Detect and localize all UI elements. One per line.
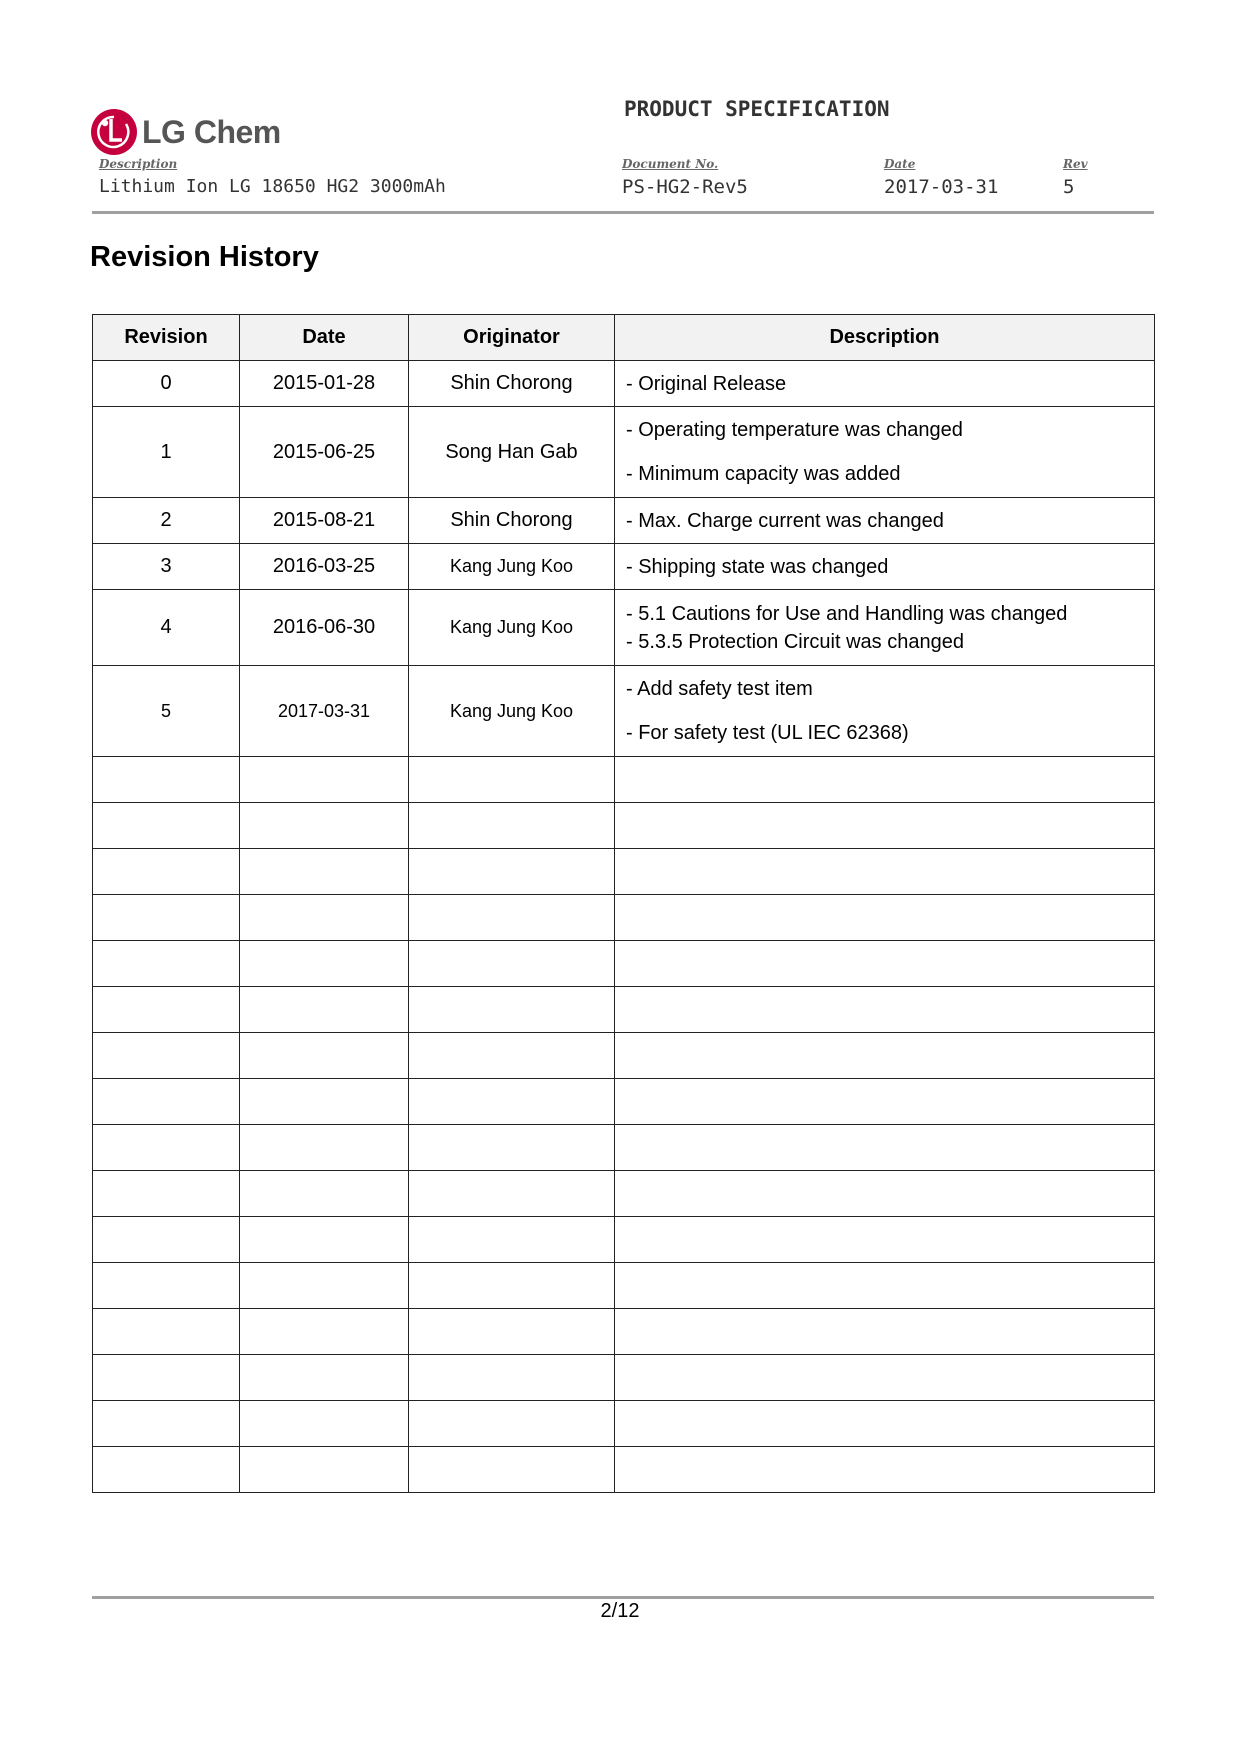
empty-table-row	[93, 1309, 1155, 1355]
originator-cell: Kang Jung Koo	[409, 590, 615, 666]
description-line: - Max. Charge current was changed	[626, 509, 944, 532]
lg-chem-logo	[90, 108, 281, 156]
document-type: PRODUCT SPECIFICATION	[624, 97, 890, 121]
empty-table-row	[93, 1079, 1155, 1125]
date-cell: 2015-08-21	[240, 498, 409, 544]
description-cell	[615, 544, 1155, 590]
table-row	[93, 544, 1155, 590]
date-label: Date	[884, 157, 916, 171]
description-line: - For safety test (UL IEC 62368)	[626, 722, 909, 744]
page-number: 2/12	[600, 1600, 640, 1622]
empty-table-row	[93, 941, 1155, 987]
originator-cell: Shin Chorong	[409, 498, 615, 544]
empty-table-row	[93, 757, 1155, 803]
empty-table-row	[93, 1217, 1155, 1263]
description-line: - Shipping state was changed	[626, 555, 889, 578]
column-header-description: Description	[615, 315, 1155, 361]
originator-cell: Kang Jung Koo	[409, 666, 615, 757]
description-line: - Original Release	[626, 372, 787, 395]
empty-table-row	[93, 1033, 1155, 1079]
empty-table-row	[93, 1447, 1155, 1493]
column-header-date: Date	[240, 315, 409, 361]
lg-face-icon	[90, 108, 138, 156]
table-header-row	[93, 315, 1155, 361]
document-no-label: Document No.	[622, 157, 719, 171]
description-cell	[615, 361, 1155, 407]
originator-cell: Kang Jung Koo	[409, 544, 615, 590]
empty-table-row	[93, 895, 1155, 941]
revision-cell: 4	[93, 590, 240, 666]
date-cell: 2016-06-30	[240, 590, 409, 666]
date-value: 2017-03-31	[884, 176, 999, 198]
revision-cell: 0	[93, 361, 240, 407]
table-row	[93, 666, 1155, 757]
description-line: - Minimum capacity was added	[626, 463, 901, 485]
table-row	[93, 498, 1155, 544]
column-header-originator: Originator	[409, 315, 615, 361]
brand-name: LG Chem	[142, 113, 281, 150]
revision-cell: 5	[93, 666, 240, 757]
date-cell: 2016-03-25	[240, 544, 409, 590]
column-header-revision: Revision	[93, 315, 240, 361]
description-line: - Operating temperature was changed	[626, 419, 963, 441]
originator-cell: Song Han Gab	[409, 407, 615, 498]
description-cell	[615, 407, 1155, 498]
description-line: - 5.1 Cautions for Use and Handling was changed	[626, 602, 1068, 625]
description-value: Lithium Ion LG 18650 HG2 3000mAh	[99, 176, 446, 197]
table-row	[93, 407, 1155, 498]
description-label: Description	[99, 157, 178, 171]
revision-cell: 1	[93, 407, 240, 498]
empty-table-row	[93, 849, 1155, 895]
page-title: Revision History	[90, 241, 319, 273]
rev-value: 5	[1063, 176, 1075, 198]
footer-divider	[92, 1596, 1154, 1599]
header-divider	[92, 211, 1154, 214]
table-row	[93, 361, 1155, 407]
empty-table-row	[93, 1401, 1155, 1447]
description-cell	[615, 590, 1155, 666]
empty-table-row	[93, 987, 1155, 1033]
description-line: - Add safety test item	[626, 678, 813, 700]
rev-label: Rev	[1063, 157, 1088, 171]
description-cell	[615, 666, 1155, 757]
revision-history-table	[92, 314, 1155, 1493]
revision-cell: 3	[93, 544, 240, 590]
description-cell	[615, 498, 1155, 544]
date-cell: 2015-01-28	[240, 361, 409, 407]
date-cell: 2015-06-25	[240, 407, 409, 498]
empty-table-row	[93, 1125, 1155, 1171]
originator-cell: Shin Chorong	[409, 361, 615, 407]
empty-table-row	[93, 1171, 1155, 1217]
empty-table-row	[93, 803, 1155, 849]
revision-cell: 2	[93, 498, 240, 544]
table-row	[93, 590, 1155, 666]
empty-table-row	[93, 1355, 1155, 1401]
empty-table-row	[93, 1263, 1155, 1309]
description-line: - 5.3.5 Protection Circuit was changed	[626, 630, 964, 653]
document-no-value: PS-HG2-Rev5	[622, 176, 748, 198]
date-cell: 2017-03-31	[240, 666, 409, 757]
